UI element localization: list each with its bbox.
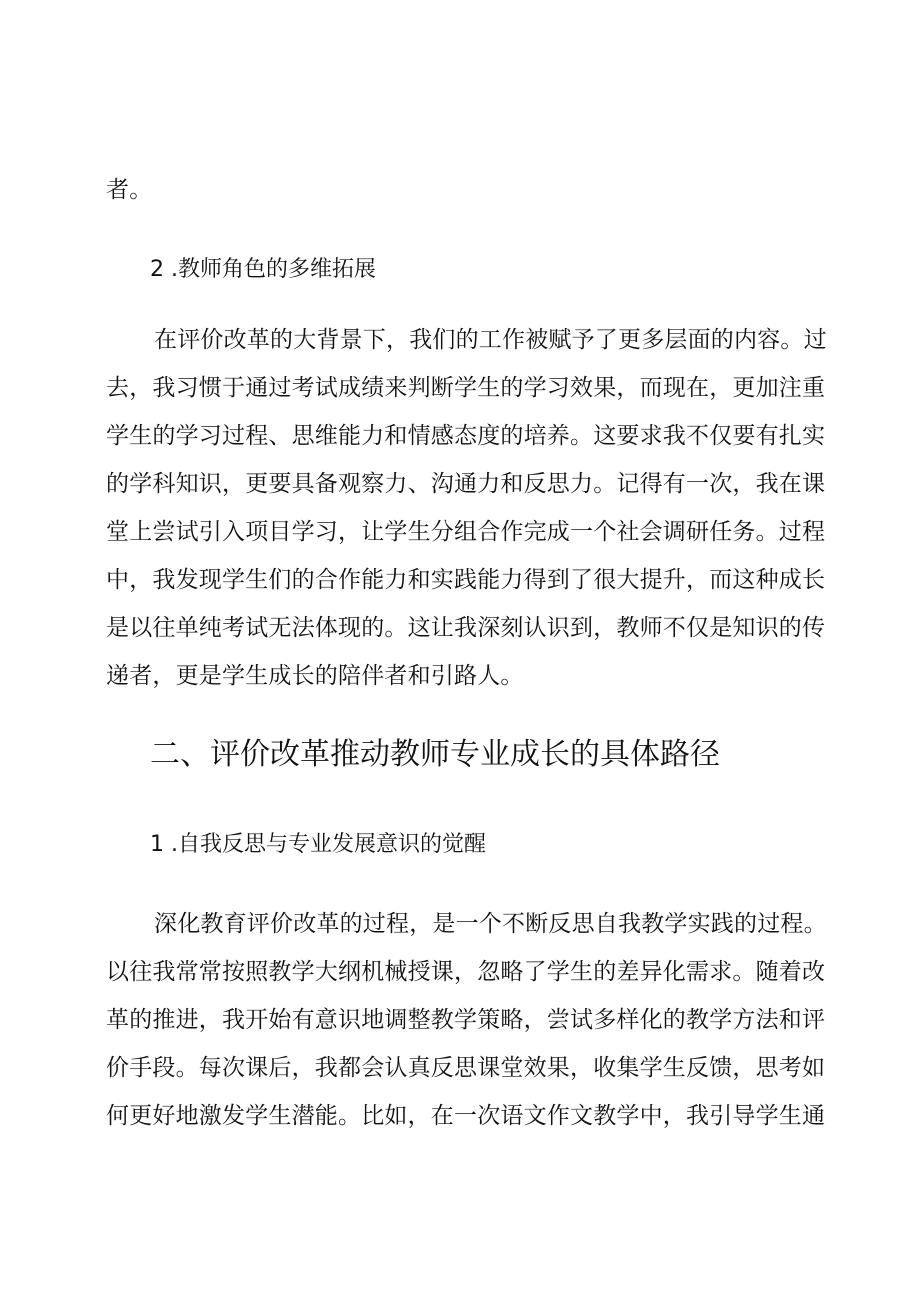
section-heading-2: 二、评价改革推动教师专业成长的具体路径 — [150, 737, 720, 772]
paragraph-1-line-8: 递者，更是学生成长的陪伴者和引路人。 — [106, 663, 524, 689]
paragraph-1-line-2: 去，我习惯于通过考试成绩来判断学生的学习效果，而现在，更加注重 — [106, 375, 826, 401]
paragraph-2-line-3: 革的推进，我开始有意识地调整教学策略，尝试多样化的教学方法和评 — [106, 1007, 826, 1033]
section-subheading-2-1: 1 .自我反思与专业发展意识的觉醒 — [150, 832, 486, 857]
paragraph-2-line-1: 深化教育评价改革的过程，是一个不断反思自我教学实践的过程。 — [154, 911, 827, 937]
paragraph-1-line-1: 在评价改革的大背景下，我们的工作被赋予了更多层面的内容。过 — [154, 327, 827, 353]
top-text-fragment: 者。 — [106, 177, 153, 203]
paragraph-1-line-6: 中，我发现学生们的合作能力和实践能力得到了很大提升，而这种成长 — [106, 567, 826, 593]
paragraph-2-line-5: 何更好地激发学生潜能。比如，在一次语文作文教学中，我引导学生通 — [106, 1103, 826, 1129]
paragraph-1-line-5: 堂上尝试引入项目学习，让学生分组合作完成一个社会调研任务。过程 — [106, 519, 826, 545]
paragraph-1-line-7: 是以往单纯考试无法体现的。这让我深刻认识到，教师不仅是知识的传 — [106, 615, 826, 641]
paragraph-2-line-2: 以往我常常按照教学大纲机械授课，忽略了学生的差异化需求。随着改 — [106, 959, 826, 985]
paragraph-1-line-3: 学生的学习过程、思维能力和情感态度的培养。这要求我不仅要有扎实 — [106, 423, 826, 449]
paragraph-1-line-4: 的学科知识，更要具备观察力、沟通力和反思力。记得有一次，我在课 — [106, 471, 826, 497]
section-subheading-2: 2 .教师角色的多维拓展 — [150, 257, 376, 282]
paragraph-2-line-4: 价手段。每次课后，我都会认真反思课堂效果，收集学生反馈，思考如 — [106, 1055, 826, 1081]
